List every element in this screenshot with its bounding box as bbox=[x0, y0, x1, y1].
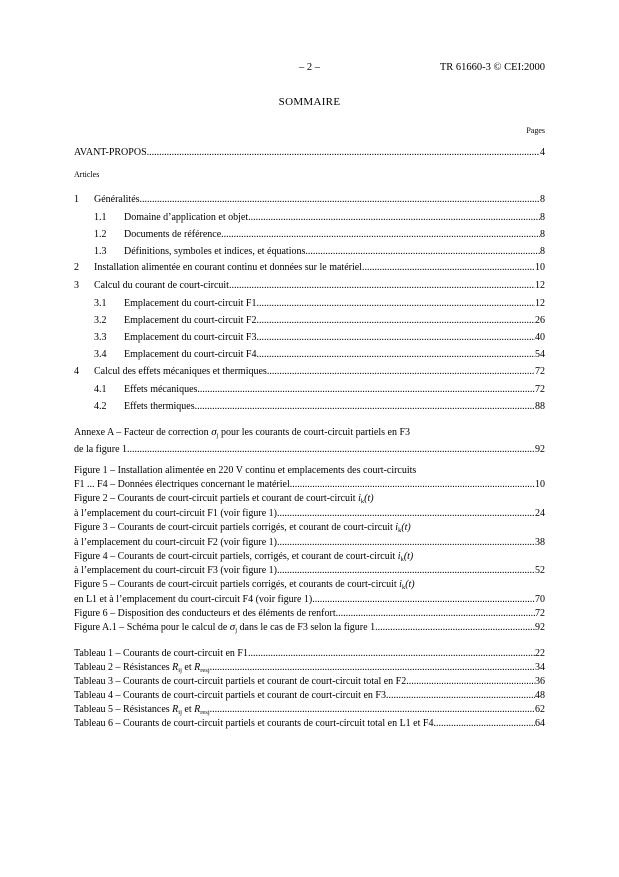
toc-entry[interactable] bbox=[74, 365, 545, 378]
toc-entry-page: 12 bbox=[535, 280, 545, 291]
dot-leader bbox=[248, 211, 540, 224]
toc-entry-number: 2 bbox=[74, 262, 79, 273]
annex-a-entry-line1[interactable] bbox=[74, 426, 410, 439]
dot-leader bbox=[256, 331, 535, 344]
current-argument: (t) bbox=[401, 522, 411, 533]
dot-leader bbox=[386, 689, 535, 702]
table-text-mid: et bbox=[181, 662, 195, 673]
toc-entry-label bbox=[74, 621, 375, 634]
current-symbol: i bbox=[399, 579, 402, 590]
toc-entry-page: 88 bbox=[535, 401, 545, 412]
toc-entry-label: à l’emplacement du court-circuit F1 (voir figure 1) bbox=[74, 508, 277, 519]
toc-entry-page: 26 bbox=[535, 315, 545, 326]
dot-leader bbox=[433, 717, 535, 730]
current-argument: (t) bbox=[364, 493, 374, 504]
table-entry[interactable] bbox=[74, 717, 545, 730]
toc-entry-page: 40 bbox=[535, 332, 545, 343]
toc-entry-number: 3.1 bbox=[94, 298, 107, 309]
dot-leader bbox=[406, 675, 535, 688]
sigma-symbol: σ bbox=[229, 621, 236, 633]
toc-entry-page: 48 bbox=[535, 690, 545, 701]
toc-entry-label: en L1 et à l’emplacement du court-circuit F4 (voir figure 1) bbox=[74, 594, 313, 605]
dot-leader bbox=[362, 261, 535, 274]
figure-text: Figure A.1 – Schéma pour le calcul de bbox=[74, 622, 230, 633]
table-entry[interactable] bbox=[74, 647, 545, 660]
dot-leader bbox=[256, 348, 535, 361]
toc-entry-page: 54 bbox=[535, 349, 545, 360]
toc-entry-label: Emplacement du court-circuit F1 bbox=[124, 298, 257, 309]
dot-leader bbox=[127, 443, 535, 456]
dot-leader bbox=[140, 193, 540, 206]
dot-leader bbox=[221, 228, 540, 241]
toc-entry-page: 38 bbox=[535, 537, 545, 548]
toc-entry-page: 8 bbox=[540, 212, 545, 223]
toc-entry-label bbox=[74, 661, 210, 674]
toc-entry-number: 4 bbox=[74, 366, 79, 377]
toc-entry-label: Domaine d’application et objet bbox=[124, 212, 249, 223]
toc-entry[interactable] bbox=[94, 297, 545, 310]
document-reference: TR 61660-3 © CEI:2000 bbox=[439, 62, 545, 73]
toc-entry-label: à l’emplacement du court-circuit F2 (voir figure 1) bbox=[74, 537, 277, 548]
toc-entry[interactable] bbox=[94, 383, 545, 396]
toc-entry-number: 4.2 bbox=[94, 401, 107, 412]
dot-leader bbox=[277, 507, 535, 520]
toc-entry-page: 8 bbox=[540, 246, 545, 257]
toc-entry-page: 4 bbox=[540, 147, 545, 158]
current-symbol: i bbox=[358, 493, 361, 504]
table-entry[interactable] bbox=[74, 703, 545, 716]
toc-entry-number: 3.4 bbox=[94, 349, 107, 360]
toc-entry-page: 8 bbox=[540, 229, 545, 240]
figure-entry-line1[interactable]: Figure 1 – Installation alimentée en 220 V continu et emplacements des court-circuits bbox=[74, 465, 417, 476]
toc-entry-number: 4.1 bbox=[94, 384, 107, 395]
toc-entry[interactable] bbox=[94, 314, 545, 327]
toc-entry-page: 8 bbox=[540, 194, 545, 205]
figure-entry[interactable] bbox=[74, 478, 545, 491]
toc-entry-label: Installation alimentée en courant continu et données sur le matériel bbox=[94, 262, 362, 273]
toc-entry[interactable] bbox=[94, 348, 545, 361]
toc-entry[interactable] bbox=[94, 228, 545, 241]
annex-a-text: Annexe A – Facteur de correction bbox=[74, 427, 212, 438]
toc-entry-label: Effets thermiques bbox=[124, 401, 195, 412]
toc-entry[interactable] bbox=[74, 261, 545, 274]
figure-text: Figure 5 – Courants de court-circuit partiels corrigés, et courants de court-circuit bbox=[74, 579, 400, 590]
dot-leader bbox=[305, 245, 540, 258]
annex-a-entry[interactable] bbox=[74, 443, 545, 456]
figure-text: Figure 3 – Courants de court-circuit partiels corrigés, et courant de court-circuit bbox=[74, 522, 396, 533]
figure-entry[interactable] bbox=[74, 607, 545, 620]
table-entry[interactable] bbox=[74, 675, 545, 688]
dot-leader bbox=[375, 621, 535, 634]
toc-entry-label: Tableau 1 – Courants de court-circuit en F1 bbox=[74, 648, 248, 659]
toc-entry-page: 10 bbox=[535, 262, 545, 273]
toc-entry-page: 92 bbox=[535, 622, 545, 633]
resistance-symbol: R bbox=[172, 704, 179, 715]
resistance-subscript: resj bbox=[200, 667, 210, 674]
toc-entry-label: à l’emplacement du court-circuit F3 (voir figure 1) bbox=[74, 565, 277, 576]
toc-entry-label bbox=[74, 703, 210, 716]
toc-entry-label: Emplacement du court-circuit F4 bbox=[124, 349, 257, 360]
toc-entry-number: 1.3 bbox=[94, 246, 107, 257]
toc-entry-label: Définitions, symboles et indices, et équations bbox=[124, 246, 306, 257]
toc-entry-label: Figure 6 – Disposition des conducteurs et des éléments de renfort bbox=[74, 608, 336, 619]
table-entry[interactable] bbox=[74, 689, 545, 702]
current-subscript: k bbox=[360, 498, 365, 505]
figure-text: Figure 2 – Courants de court-circuit partiels et courant de court-circuit bbox=[74, 493, 359, 504]
resistance-subscript: resj bbox=[200, 709, 210, 716]
figure-entry-line1[interactable] bbox=[74, 492, 374, 505]
toc-entry-page: 22 bbox=[535, 648, 545, 659]
dot-leader bbox=[256, 314, 535, 327]
current-subscript: k bbox=[400, 556, 404, 563]
toc-entry-number: 1.1 bbox=[94, 212, 107, 223]
toc-entry-page: 72 bbox=[535, 608, 545, 619]
toc-entry-label: AVANT-PROPOS bbox=[74, 147, 147, 158]
table-entry[interactable] bbox=[74, 661, 545, 674]
dot-leader bbox=[210, 703, 535, 716]
current-argument: (t) bbox=[405, 579, 415, 590]
dot-leader bbox=[210, 661, 535, 674]
resistance-subscript: ij bbox=[178, 709, 182, 716]
dot-leader bbox=[229, 279, 535, 292]
toc-entry[interactable] bbox=[74, 193, 545, 206]
page-number: – 2 – bbox=[299, 62, 320, 73]
current-argument: (t) bbox=[403, 551, 414, 562]
sigma-symbol: σ bbox=[211, 426, 217, 438]
dot-leader bbox=[277, 564, 535, 577]
dot-leader bbox=[197, 383, 535, 396]
toc-entry-label: Tableau 4 – Courants de court-circuit partiels et courant de court-circuit en F3 bbox=[74, 690, 386, 701]
figure-entry[interactable] bbox=[74, 507, 545, 520]
figure-entry[interactable] bbox=[74, 564, 545, 577]
toc-entry-number: 3.3 bbox=[94, 332, 107, 343]
resistance-symbol: R bbox=[172, 662, 179, 673]
figure-entry-line1[interactable] bbox=[74, 578, 415, 591]
toc-entry-avant-propos[interactable] bbox=[74, 146, 545, 159]
toc-entry-number: 1.2 bbox=[94, 229, 107, 240]
toc-entry-page: 62 bbox=[535, 704, 545, 715]
current-symbol: i bbox=[397, 551, 401, 562]
toc-entry-label: Emplacement du court-circuit F3 bbox=[124, 332, 257, 343]
table-text: Tableau 2 – Résistances bbox=[74, 662, 173, 673]
toc-entry-label: Tableau 3 – Courants de court-circuit partiels et courant de court-circuit total en F2 bbox=[74, 676, 407, 687]
toc-entry-label: Calcul du courant de court-circuit bbox=[94, 280, 229, 291]
figure-entry[interactable] bbox=[74, 536, 545, 549]
table-text-mid: et bbox=[181, 704, 195, 715]
toc-entry-label: F1 ... F4 – Données électriques concernant le matériel bbox=[74, 479, 290, 490]
sigma-subscript: j bbox=[235, 627, 238, 634]
toc-entry-page: 64 bbox=[535, 718, 545, 729]
toc-entry-page: 12 bbox=[535, 298, 545, 309]
figure-entry[interactable] bbox=[74, 621, 545, 634]
toc-entry-page: 72 bbox=[535, 366, 545, 377]
toc-entry-page: 70 bbox=[535, 594, 545, 605]
table-text: Tableau 5 – Résistances bbox=[74, 704, 173, 715]
figure-text-cont: dans le cas de F3 selon la figure 1 bbox=[237, 622, 376, 633]
figure-entry[interactable] bbox=[74, 593, 545, 606]
toc-entry-label: Emplacement du court-circuit F2 bbox=[124, 315, 257, 326]
dot-leader bbox=[147, 146, 540, 159]
toc-entry[interactable] bbox=[94, 331, 545, 344]
dot-leader bbox=[267, 365, 535, 378]
dot-leader bbox=[312, 593, 535, 606]
resistance-subscript: ij bbox=[178, 667, 182, 674]
toc-entry-label: Effets mécaniques bbox=[124, 384, 198, 395]
current-subscript: k bbox=[401, 584, 406, 591]
toc-entry-label: Documents de référence bbox=[124, 229, 222, 240]
dot-leader bbox=[277, 536, 535, 549]
toc-entry-page: 92 bbox=[535, 444, 545, 455]
dot-leader bbox=[248, 647, 535, 660]
toc-entry-label: Tableau 6 – Courants de court-circuit partiels et courants de court-circuit total en L1 et F4 bbox=[74, 718, 434, 729]
toc-entry-page: 24 bbox=[535, 508, 545, 519]
pages-column-label: Pages bbox=[526, 126, 545, 135]
articles-label: Articles bbox=[74, 170, 100, 179]
current-symbol: i bbox=[395, 522, 399, 533]
toc-entry-label: de la figure 1 bbox=[74, 444, 128, 455]
dot-leader bbox=[195, 400, 535, 413]
annex-a-text-cont: pour les courants de court-circuit partiels en F3 bbox=[218, 427, 411, 438]
current-subscript: k bbox=[398, 527, 402, 534]
toc-entry-label: Généralités bbox=[94, 194, 140, 205]
dot-leader bbox=[256, 297, 535, 310]
toc-entry-page: 52 bbox=[535, 565, 545, 576]
toc-entry-page: 34 bbox=[535, 662, 545, 673]
resistance-symbol: R bbox=[194, 662, 201, 673]
sigma-subscript: j bbox=[216, 432, 219, 439]
toc-entry[interactable] bbox=[94, 245, 545, 258]
figure-entry-line1[interactable] bbox=[74, 550, 413, 563]
figure-entry-line1[interactable] bbox=[74, 521, 411, 534]
toc-entry-label: Calcul des effets mécaniques et thermiques bbox=[94, 366, 267, 377]
toc-entry-number: 3.2 bbox=[94, 315, 107, 326]
toc-entry[interactable] bbox=[74, 279, 545, 292]
page-title: SOMMAIRE bbox=[278, 96, 341, 108]
toc-entry-number: 3 bbox=[74, 280, 79, 291]
toc-entry-page: 72 bbox=[535, 384, 545, 395]
toc-entry-number: 1 bbox=[74, 194, 79, 205]
toc-entry[interactable] bbox=[94, 211, 545, 224]
toc-entry[interactable] bbox=[94, 400, 545, 413]
resistance-symbol: R bbox=[194, 704, 201, 715]
toc-entry-page: 10 bbox=[535, 479, 545, 490]
dot-leader bbox=[290, 478, 535, 491]
dot-leader bbox=[336, 607, 535, 620]
figure-text: Figure 4 – Courants de court-circuit partiels, corrigés, et courant de court-circuit bbox=[74, 551, 398, 562]
toc-entry-page: 36 bbox=[535, 676, 545, 687]
